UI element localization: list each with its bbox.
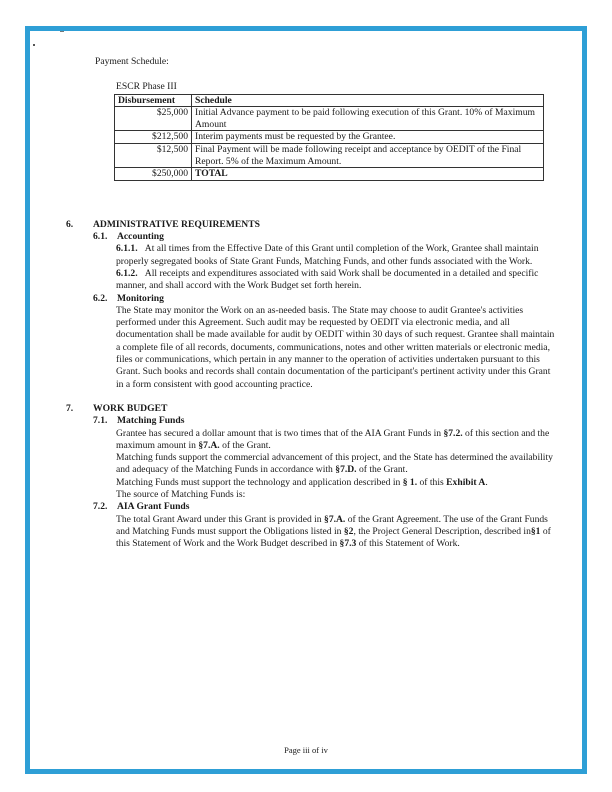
monitoring-text: The State may monitor the Work on an as-needed basis. The State may choose to audit Grantee's activities performed under this Agreement. Such audit may be requested by OEDIT via electronic media, and all documentation shall be made available for audit by OEDIT within 30 days of such request. Grantee shall maintain a complete file of all records, documents, communications, notes and other written materials or electronic media, files or communications, which pertain in any manner to the operation of activities undertaken pursuant to this Grant. Such books and records shall contain documentation of the participant's pertinent activity under this Grant in a form consistent with good accounting practice. [116, 304, 555, 390]
section-title: ADMINISTRATIVE REQUIREMENTS [93, 218, 260, 230]
table-header-row [115, 94, 544, 107]
scan-artifact [60, 31, 64, 32]
text-run: The total Grant Award under this Grant is provided in [116, 513, 325, 525]
section-number: 7. [66, 402, 74, 414]
total-label-cell: TOTAL [192, 168, 544, 181]
phase-title: ESCR Phase III [116, 81, 177, 93]
matching-funds-paragraph-1 [116, 428, 560, 453]
subsection-title: Monitoring [117, 292, 164, 304]
scan-artifact [33, 44, 35, 46]
column-header: Disbursement [115, 94, 192, 107]
page-number: Page iii of iv [284, 745, 328, 755]
clause-6-1-2 [116, 268, 560, 293]
subsection-number: 6.1. [93, 231, 108, 243]
text-run: Matching Funds must support the technology and application described in [116, 476, 403, 488]
table-row [115, 107, 544, 131]
text-run: of this Statement of Work and the Work Budget described in [116, 525, 551, 550]
text-run: of the Grant. [356, 464, 408, 476]
schedule-cell: Interim payments must be requested by the Grantee. [192, 131, 544, 144]
total-amount-cell: $250,000 [115, 168, 192, 181]
text-run: of the Grant. [219, 439, 271, 451]
subsection-number: 6.2. [93, 292, 108, 304]
section-reference: §2 [343, 525, 354, 537]
text-run: of this [417, 476, 447, 488]
section-reference: §7.2. [443, 427, 463, 439]
subsection-number: 7.1. [93, 415, 108, 427]
disbursement-cell: $212,500 [115, 131, 192, 144]
section-7 [60, 403, 560, 415]
section-reference: §7.D. [335, 464, 357, 476]
section-reference: § 1. [402, 476, 418, 488]
section-reference: §7.A. [198, 439, 220, 451]
document-body [60, 56, 560, 550]
disbursement-cell: $25,000 [115, 107, 192, 131]
subsection-heading-6-1 [93, 231, 560, 243]
text-run: , the Project General Description, described in [353, 525, 531, 537]
matching-funds-paragraph-3 [116, 477, 560, 489]
section-reference: §1 [530, 525, 541, 537]
clause-6-1-1 [116, 243, 560, 268]
subsection-title: Accounting [117, 231, 164, 243]
text-run: of this Statement of Work. [356, 538, 460, 550]
column-header: Schedule [192, 94, 544, 107]
grant-funds-paragraph [116, 514, 560, 551]
subsection-heading-6-2 [93, 293, 560, 305]
section-reference: §7.3 [339, 538, 357, 550]
clause-text: All receipts and expenditures associated with said Work shall be documented in a detailed and specific manner, and shall accord with the Work Budget set forth herein. [116, 267, 539, 292]
exhibit-reference: Exhibit A [446, 476, 486, 488]
section-reference: §7.A. [324, 513, 346, 525]
text-run: Matching funds support the commercial advancement of this project, and the State has determined the availability and adequacy of the Matching Funds in accordance with [116, 452, 553, 476]
subsection-title: AIA Grant Funds [117, 501, 190, 513]
payment-schedule-title: Payment Schedule: [95, 56, 169, 67]
text-run: Grantee has secured a dollar amount that is two times that of the AIA Grant Funds in [116, 427, 444, 439]
matching-funds-paragraph-2 [116, 452, 560, 477]
subsection-heading-7-1 [93, 415, 560, 427]
text-run: . [485, 476, 488, 488]
section-6 [60, 219, 560, 231]
subsection-title: Matching Funds [117, 415, 185, 427]
text-run: of the Grant Agreement. The use of the Grant Funds and Matching Funds must support the Obligations listed in [116, 513, 548, 537]
clause-text: At all times from the Effective Date of this Grant until completion of the Work, Grantee shall maintain properly segregated books of State Grant Funds, Matching Funds, and other funds associated with the Work. [116, 243, 539, 267]
payment-schedule-table [114, 94, 544, 181]
clause-number: 6.1.2. [116, 267, 138, 279]
matching-funds-source: The source of Matching Funds is: [116, 488, 246, 500]
table-row-total [115, 168, 544, 181]
schedule-cell: Final Payment will be made following receipt and acceptance by OEDIT of the Final Report. 5% of the Maximum Amount. [192, 143, 544, 167]
disbursement-cell: $12,500 [115, 143, 192, 167]
section-number: 6. [66, 218, 74, 230]
subsection-number: 7.2. [93, 501, 108, 513]
section-title: WORK BUDGET [93, 402, 168, 414]
text-run: of this section and the maximum amount in [116, 427, 550, 451]
subsection-heading-7-2 [93, 501, 560, 513]
clause-number: 6.1.1. [116, 243, 138, 255]
schedule-cell: Initial Advance payment to be paid following execution of this Grant. 10% of Maximum Amount [192, 107, 544, 131]
table-row [115, 143, 544, 167]
table-row [115, 131, 544, 144]
